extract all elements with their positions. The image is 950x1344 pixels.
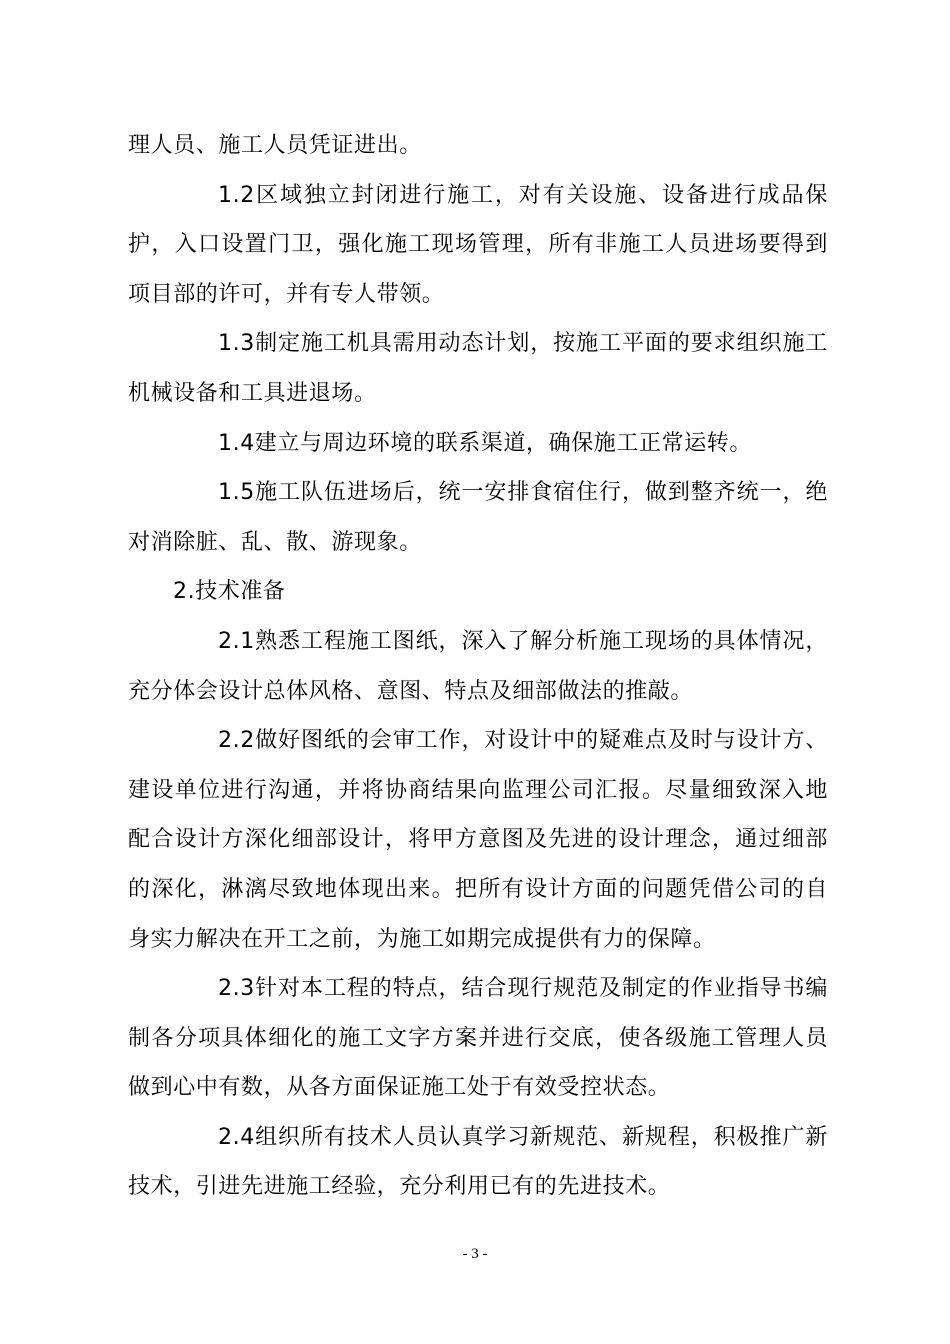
paragraph-text: 制定施工机具需用动态计划，按施工平面的要求组织施工机械设备和工具进退场。 <box>128 331 828 406</box>
section-number: 1.3 <box>218 331 255 357</box>
paragraph-text: 施工队伍进场后，统一安排食宿住行，做到整齐统一，绝对消除脏、乱、散、游现象。 <box>128 480 828 555</box>
document-body <box>128 121 828 1212</box>
paragraph-text: 2.技术准备 <box>173 579 286 605</box>
section-number: 1.4 <box>218 430 255 456</box>
paragraph-text: 区域独立封闭进行施工，对有关设施、设备进行成品保护，入口设置门卫，强化施工现场管理，所有非施工人员进场要得到项目部的许可，并有专人带领。 <box>128 182 828 307</box>
paragraph <box>128 171 828 320</box>
paragraph <box>128 419 828 469</box>
paragraph <box>128 468 828 567</box>
paragraph-text: 针对本工程的特点，结合现行规范及制定的作业指导书编制各分项具体细化的施工文字方案并进行交底，使各级施工管理人员做到心中有数，从各方面保证施工处于有效受控状态。 <box>128 976 828 1101</box>
section-number: 1.2 <box>218 182 255 208</box>
page-number: - 3 - <box>462 1246 488 1262</box>
section-number: 2.1 <box>218 628 255 654</box>
section-number: 1.5 <box>218 480 255 506</box>
section-number: 2.2 <box>218 728 255 754</box>
section-number: 2.4 <box>218 1124 255 1150</box>
paragraph-text: 理人员、施工人员凭证进出。 <box>128 133 422 158</box>
paragraph <box>128 319 828 418</box>
paragraph-text: 熟悉工程施工图纸，深入了解分析施工现场的具体情况，充分体会设计总体风格、意图、特点及细部做法的推敲。 <box>128 628 828 704</box>
paragraph <box>128 1113 828 1212</box>
section-number: 2.3 <box>218 976 255 1002</box>
paragraph <box>128 567 828 617</box>
paragraph <box>128 617 828 716</box>
paragraph-text: 建立与周边环境的联系渠道，确保施工正常运转。 <box>254 430 752 456</box>
paragraph <box>128 964 828 1113</box>
paragraph <box>128 716 828 964</box>
paragraph <box>128 121 828 171</box>
paragraph-text: 做好图纸的会审工作，对设计中的疑难点及时与设计方、建设单位进行沟通，并将协商结果向监理公司汇报。尽量细致深入地配合设计方深化细部设计，将甲方意图及先进的设计理念，通过细部的深化，淋漓尽致地体现出来。把所有设计方面的问题凭借公司的自身实力解决在开工之前，为施工如期完成提供有力的保障。 <box>128 728 828 952</box>
paragraph-text: 组织所有技术人员认真学习新规范、新规程，积极推广新技术，引进先进施工经验，充分利用已有的先进技术。 <box>128 1124 828 1200</box>
